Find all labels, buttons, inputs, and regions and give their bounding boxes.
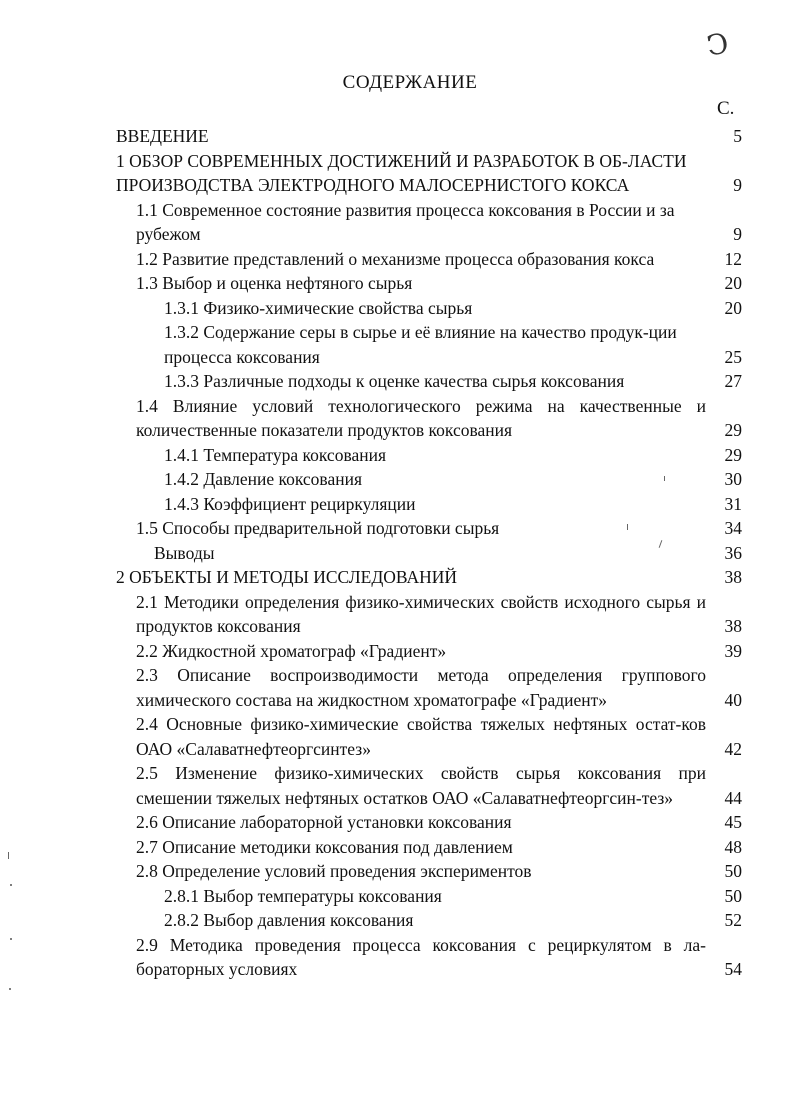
toc-entry-page: 36 (724, 542, 742, 563)
toc-entry-text: 1.4.2 Давление коксования (164, 469, 363, 489)
toc-entry-page: 29 (724, 420, 742, 440)
toc-entry-text: 1.5 Способы предварительной подготовки сырья (136, 518, 500, 538)
toc-entry (0, 492, 799, 517)
toc-entry-page: 44 (724, 787, 742, 808)
toc-entry (0, 541, 799, 566)
toc-entry-text: 1.3.2 Содержание серы в сырье и её влияние на качество продук-ции процесса коксования (164, 322, 677, 367)
toc-entry (0, 810, 799, 835)
toc-entry (0, 859, 799, 884)
toc-entry-text: 2.9 Методика проведения процесса коксования с рециркулятом в ла-бораторных условиях (136, 934, 706, 979)
toc-entry (0, 835, 799, 860)
toc-entry-text: 1.4.3 Коэффициент рециркуляции (164, 493, 416, 514)
toc-entry-page: 9 (733, 175, 742, 195)
toc-entry (0, 663, 799, 712)
toc-entry-page: 39 (724, 640, 742, 661)
toc-entry (0, 590, 799, 639)
toc-entry-text: 2.8 Определение условий проведения экспериментов (136, 861, 532, 881)
toc-entry-page: 38 (724, 567, 742, 587)
toc-entry (0, 247, 799, 272)
toc-entry-text: 1 ОБЗОР СОВРЕМЕННЫХ ДОСТИЖЕНИЙ И РАЗРАБОТОК В ОБ-ЛАСТИ ПРОИЗВОДСТВА ЭЛЕКТРОДНОГО МАЛОСЕРНИСТОГО КОКСА (116, 150, 687, 195)
toc-entry-text: 2.7 Описание методики коксования под давлением (136, 836, 513, 857)
toc-entry (0, 443, 799, 468)
toc-entry-page: 25 (724, 346, 742, 367)
toc-entry (0, 394, 799, 443)
toc-entry-page: 20 (724, 273, 742, 293)
toc-entry-page: 50 (724, 861, 742, 881)
toc-entry (0, 639, 799, 664)
toc-entry-page: 9 (733, 224, 742, 244)
toc-entry-text: 1.3.1 Физико-химические свойства сырья (164, 297, 473, 318)
toc-entry-text: Выводы (154, 542, 215, 563)
toc-entry-text: 2.5 Изменение физико-химических свойств сырья коксования при смешении тяжелых нефтяных остатков ОАО «Салаватнефтеоргсин-тез» (136, 763, 706, 808)
toc-entry-page: 34 (724, 518, 742, 538)
toc-entry (0, 884, 799, 909)
toc-entry (0, 198, 799, 247)
toc-entry (0, 908, 799, 933)
toc-entry (0, 933, 799, 982)
toc-entry-page: 30 (724, 469, 742, 489)
toc-entry-text: 2.6 Описание лабораторной установки коксования (136, 812, 512, 832)
page-column-label: С. (717, 98, 735, 119)
toc-entry (0, 467, 799, 492)
toc-entry-page: 54 (724, 959, 742, 979)
toc-entry (0, 565, 799, 590)
toc-entry (0, 320, 799, 369)
toc-entry-page: 31 (724, 493, 742, 514)
page-corner-mark: Ↄ (704, 28, 732, 63)
toc-entry-text: 2 ОБЪЕКТЫ И МЕТОДЫ ИССЛЕДОВАНИЙ (116, 567, 458, 587)
toc-entry-text: 2.8.2 Выбор давления коксования (164, 910, 414, 930)
page-title: СОДЕРЖАНИЕ (342, 72, 478, 93)
toc-entry-page: 40 (724, 689, 742, 710)
toc-entry (0, 124, 799, 149)
toc-entry (0, 271, 799, 296)
toc-entry-text: 1.1 Современное состояние развития процесса коксования в России и за рубежом (136, 199, 675, 244)
toc-entry-text: 2.1 Методики определения физико-химических свойств исходного сырья и продуктов коксования (136, 591, 706, 636)
toc-entry-page: 29 (724, 444, 742, 465)
toc-entry (0, 761, 799, 810)
toc-entry-page: 12 (724, 248, 742, 269)
toc-entry-text: 2.3 Описание воспроизводимости метода определения группового химического состава на жидкостном хроматографе «Градиент» (136, 665, 706, 710)
toc-entry-text: 2.4 Основные физико-химические свойства тяжелых нефтяных остат-ков ОАО «Салаватнефтеоргсинтез» (136, 714, 706, 759)
toc-entry-page: 42 (724, 738, 742, 759)
toc-entry-text: 1.2 Развитие представлений о механизме процесса образования кокса (136, 248, 655, 269)
toc-entry-page: 27 (724, 371, 742, 391)
toc-entry-page: 48 (724, 836, 742, 857)
toc-entry-page: 45 (724, 812, 742, 832)
toc-entry (0, 516, 799, 541)
scan-artifact (9, 988, 11, 990)
toc-entry (0, 149, 799, 198)
toc-entry-text: ВВЕДЕНИЕ (116, 126, 209, 146)
toc-entry-page: 52 (724, 910, 742, 930)
toc-entry-text: 1.3.3 Различные подходы к оценке качества сырья коксования (164, 371, 625, 391)
toc-entry-text: 2.8.1 Выбор температуры коксования (164, 885, 442, 906)
toc-entry-text: 1.4.1 Температура коксования (164, 444, 387, 465)
toc-entry (0, 296, 799, 321)
toc-entry-text: 1.4 Влияние условий технологического режима на качественные и количественные показатели продуктов коксования (136, 395, 706, 440)
toc-entry-page: 20 (724, 297, 742, 318)
toc-entry (0, 369, 799, 394)
toc-entry-page: 5 (733, 126, 742, 146)
table-of-contents (0, 124, 799, 982)
toc-entry (0, 712, 799, 761)
toc-entry-text: 1.3 Выбор и оценка нефтяного сырья (136, 273, 413, 293)
toc-entry-page: 38 (724, 616, 742, 636)
toc-entry-text: 2.2 Жидкостной хроматограф «Градиент» (136, 640, 447, 661)
toc-entry-page: 50 (724, 885, 742, 906)
